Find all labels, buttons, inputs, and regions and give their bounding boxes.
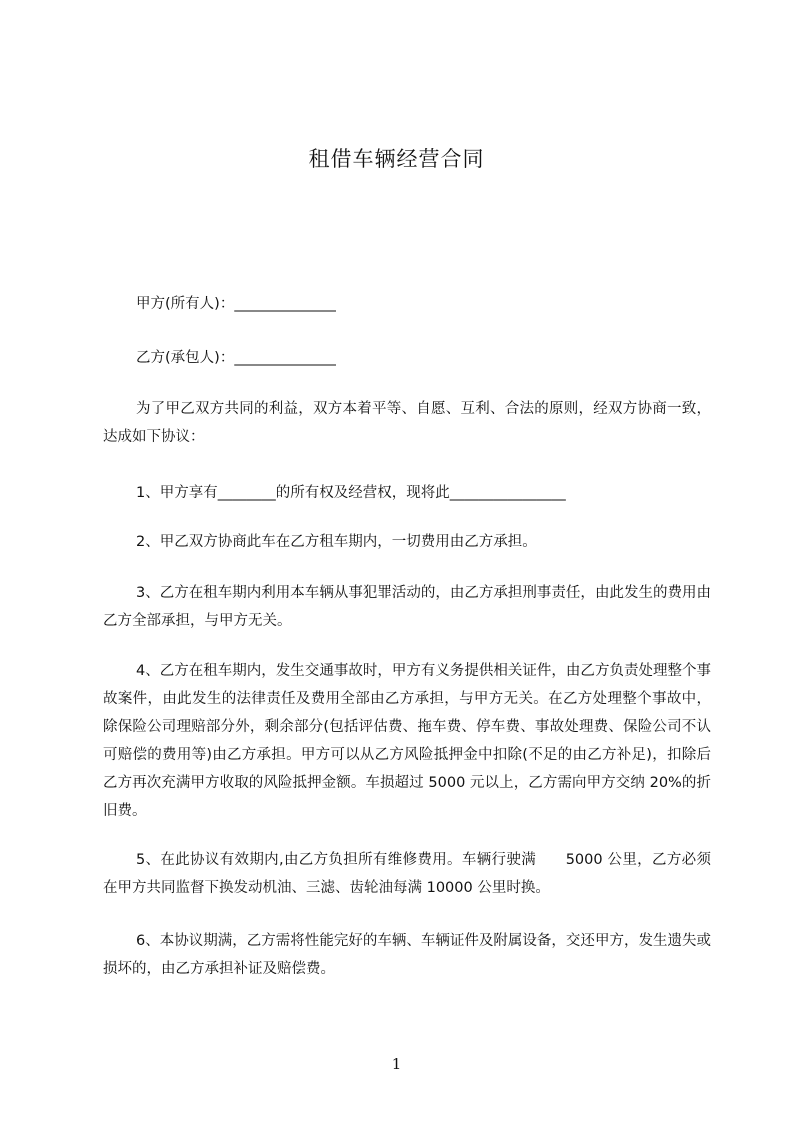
clause-2: 2、甲乙双方协商此车在乙方租车期内，一切费用由乙方承担。	[136, 534, 537, 550]
clause-1	[136, 481, 566, 502]
clause-5: 5、在此协议有效期内,由乙方负担所有维修费用。车辆行驶满 5000 公里，乙方必须在甲方共同监督下换发动机油、三滤、齿轮油每满 10000 公里时换。	[103, 852, 711, 896]
clause-1-text-a: 1、甲方享有	[136, 485, 218, 501]
party-b-label: 乙方(承包人)：	[136, 350, 235, 366]
party-a-blank: ______________	[234, 296, 336, 312]
clause-1-text-b: 的所有权及经营权，现将此	[275, 485, 450, 501]
clause-1-blank-2: ________________	[449, 485, 566, 501]
clause-1-blank-1: ________	[217, 485, 276, 501]
party-b-line	[136, 346, 336, 367]
party-b-blank: ______________	[234, 350, 336, 366]
party-a-line	[136, 292, 336, 313]
intro-paragraph: 为了甲乙双方共同的利益，双方本着平等、自愿、互利、合法的原则，经双方协商一致，达成如下协议：	[103, 401, 711, 445]
clause-4: 4、乙方在租车期内，发生交通事故时，甲方有义务提供相关证件，由乙方负责处理整个事故案件，由此发生的法律责任及费用全部由乙方承担，与甲方无关。在乙方处理整个事故中，除保险公司理赔部分外，剩余部分(包括评估费、拖车费、停车费、事故处理费、保险公司不认可赔偿的费用等)由乙方承担。甲方可以从乙方风险抵押金中扣除(不足的由乙方补足)，扣除后乙方再次充满甲方收取的风险抵押金额。车损超过 5000 元以上，乙方需向甲方交纳 20%的折旧费。	[103, 663, 711, 819]
clause-3: 3、乙方在租车期内利用本车辆从事犯罪活动的，由乙方承担刑事责任，由此发生的费用由乙方全部承担，与甲方无关。	[103, 585, 711, 629]
page-number: 1	[391, 1055, 402, 1073]
document-title: 租借车辆经营合同	[308, 147, 485, 171]
clause-6: 6、本协议期满，乙方需将性能完好的车辆、车辆证件及附属设备，交还甲方，发生遗失或损坏的，由乙方承担补证及赔偿费。	[103, 933, 711, 977]
party-a-label: 甲方(所有人)：	[136, 296, 235, 312]
